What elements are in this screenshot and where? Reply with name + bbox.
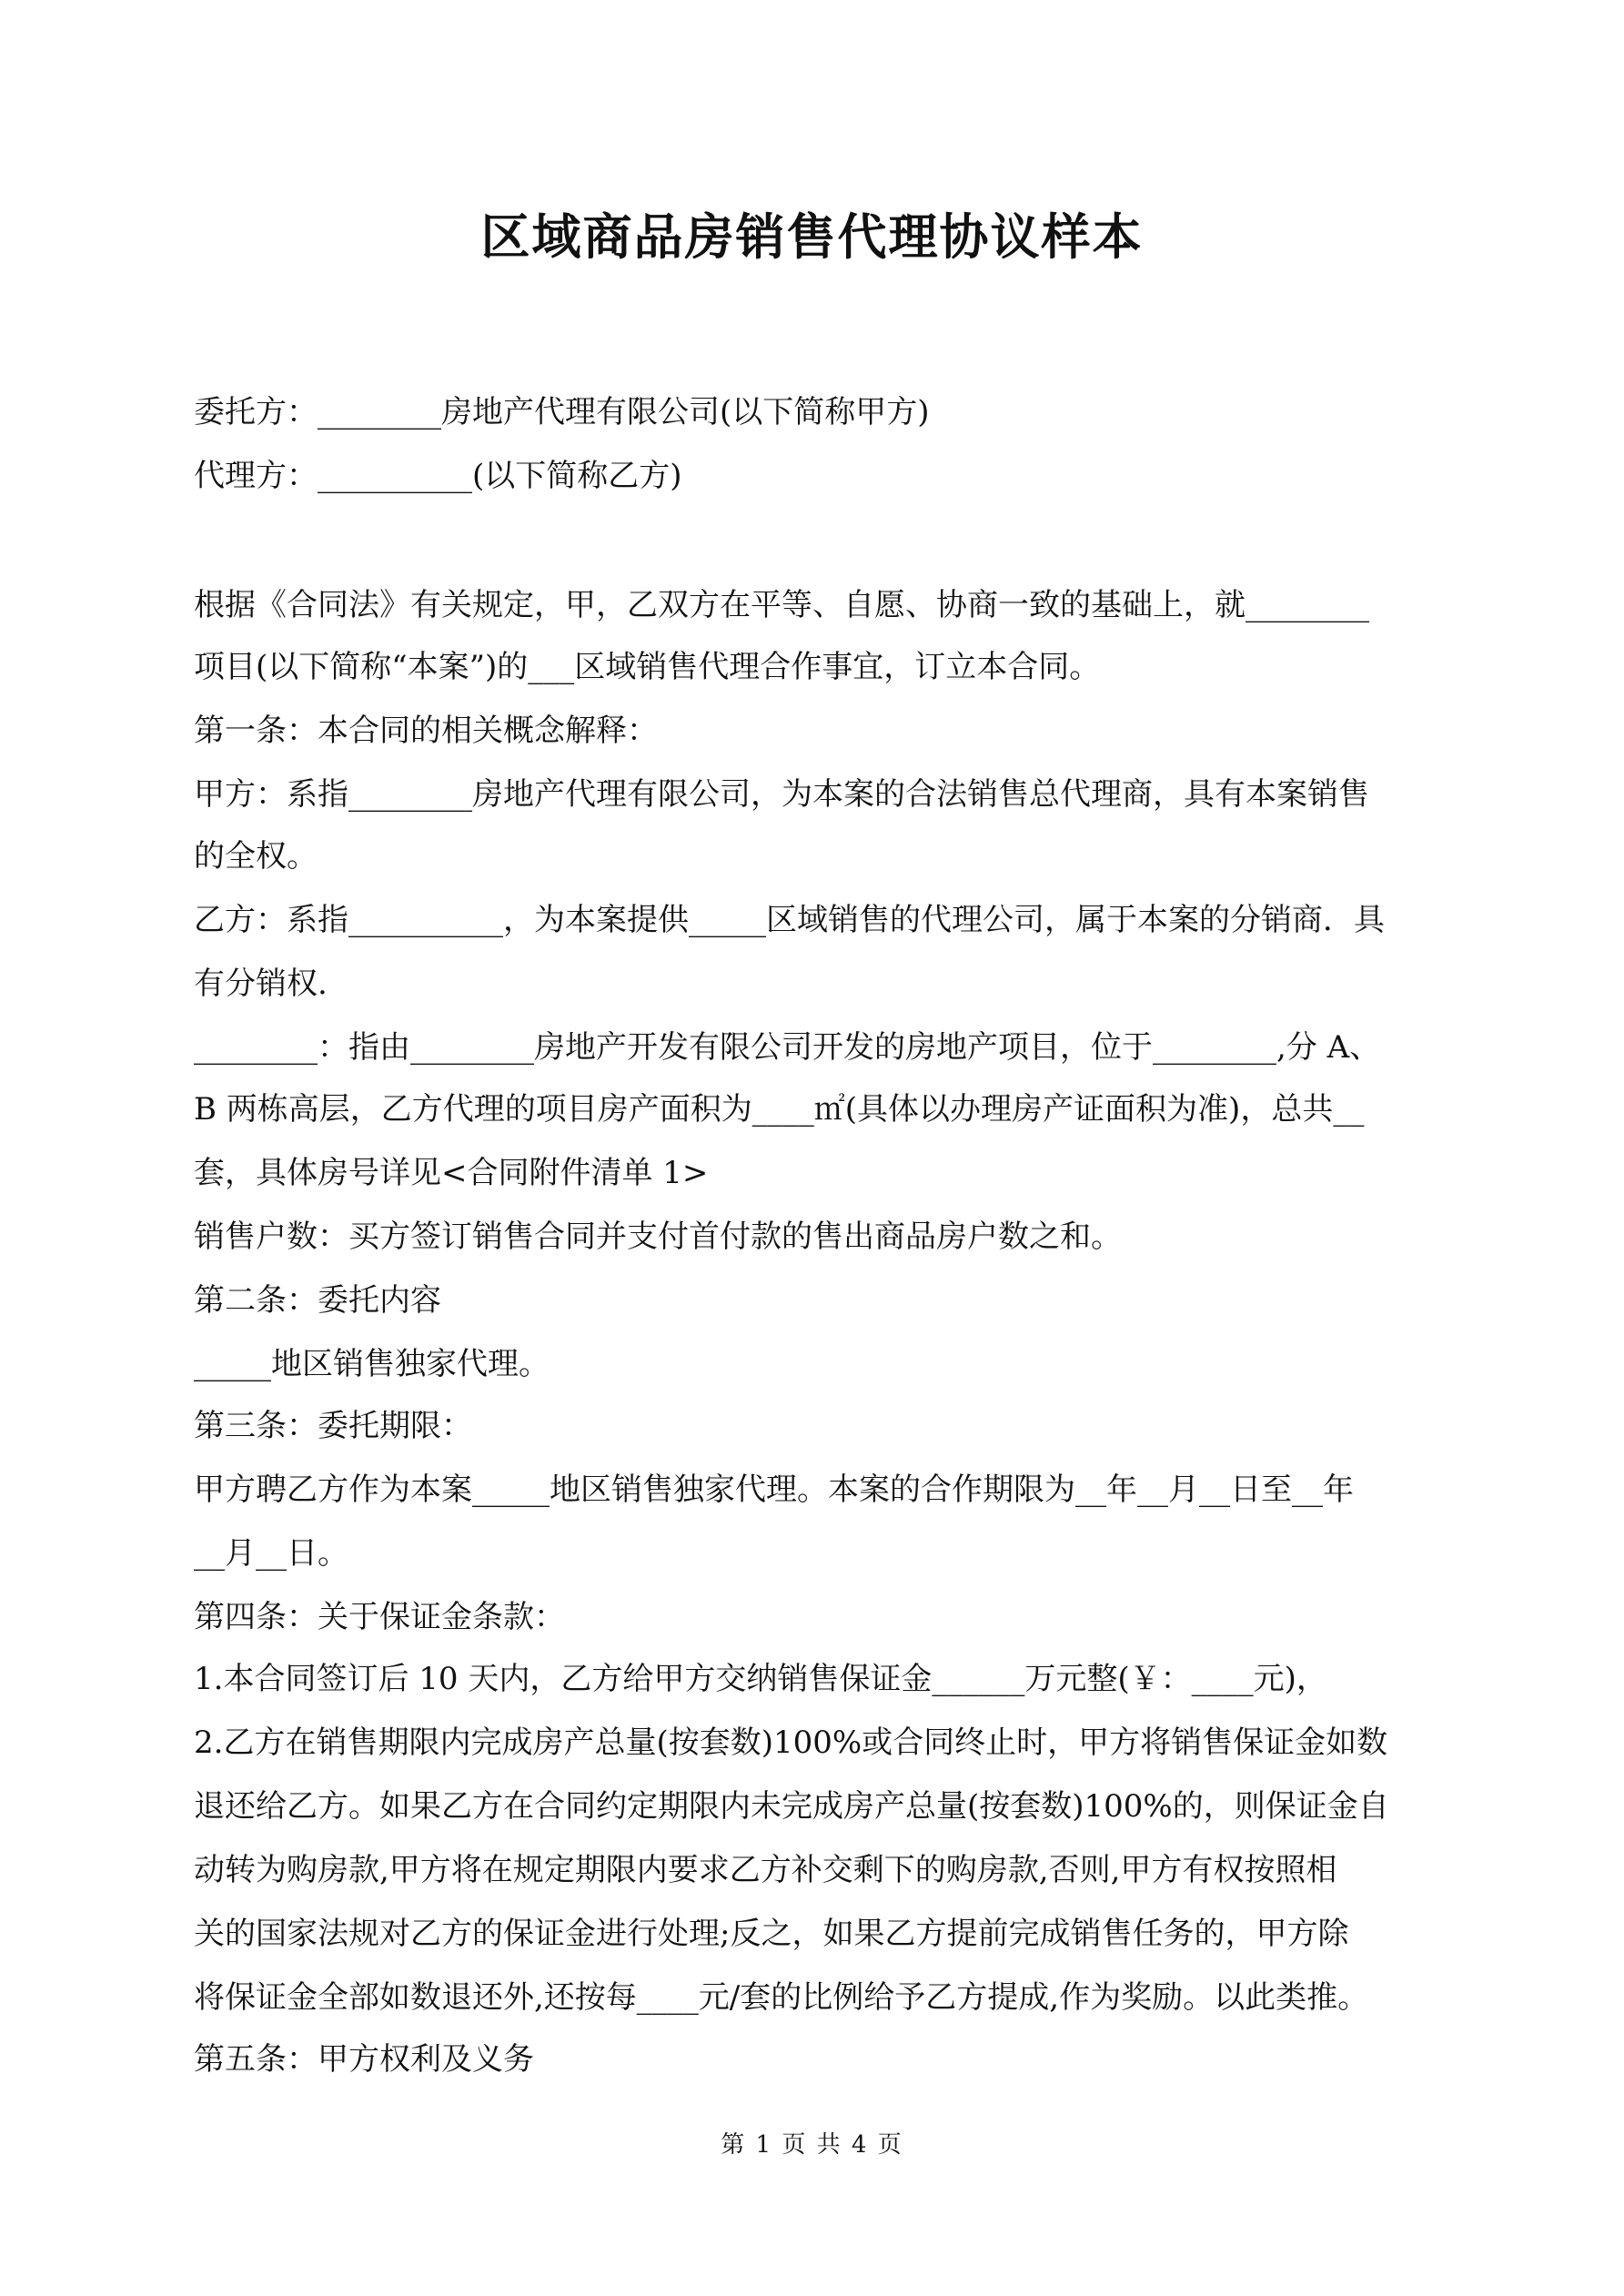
- body-line: B 两栋高层，乙方代理的项目房产面积为____㎡(具体以办理房产证面积为准)，总共__: [194, 1091, 1365, 1128]
- body-line: 乙方：系指__________，为本案提供_____区域销售的代理公司，属于本案的分销商．具: [194, 902, 1385, 938]
- section-heading: 第四条：关于保证金条款：: [194, 1599, 565, 1635]
- body-line: 根据《合同法》有关规定，甲，乙双方在平等、自愿、协商一致的基础上，就________: [194, 587, 1369, 623]
- body-line: 退还给乙方。如果乙方在合同约定期限内未完成房产总量(按套数)100%的，则保证金自: [194, 1788, 1389, 1825]
- body-line: 2.乙方在销售期限内完成房产总量(按套数)100%或合同终止时，甲方将销售保证金如数: [194, 1725, 1388, 1761]
- section-heading: 第二条：委托内容: [194, 1282, 441, 1319]
- body-line: _____地区销售独家代理。: [194, 1346, 550, 1382]
- document-title: 区域商品房销售代理协议样本: [480, 208, 1144, 266]
- body-line: 的全权。: [194, 838, 318, 875]
- body-line: 关的国家法规对乙方的保证金进行处理;反之，如果乙方提前完成销售任务的，甲方除: [194, 1916, 1349, 1952]
- body-line: 甲方：系指________房地产代理有限公司，为本案的合法销售总代理商，具有本案销售: [194, 776, 1369, 813]
- body-line: ________：指由________房地产开发有限公司开发的房地产项目，位于________,分 A、: [194, 1029, 1381, 1066]
- section-heading: 第五条：甲方权利及义务: [194, 2041, 534, 2078]
- body-line: 动转为购房款,甲方将在规定期限内要求乙方补交剩下的购房款,否则,甲方有权按照相: [194, 1852, 1337, 1888]
- body-line: 套，具体房号详见<合同附件清单 1>: [194, 1155, 709, 1191]
- body-line: 将保证金全部如数退还外,还按每____元/套的比例给予乙方提成,作为奖励。以此类推。: [194, 1979, 1369, 2016]
- page-number: 第 1 页 共 4 页: [721, 2131, 903, 2159]
- body-line: 销售户数：买方签订销售合同并支付首付款的售出商品房户数之和。: [194, 1219, 1122, 1255]
- party-b-line: 代理方：__________(以下简称乙方): [194, 458, 682, 494]
- body-line: 项目(以下简称“本案”)的___区域销售代理合作事宜，订立本合同。: [194, 649, 1101, 685]
- body-line: __月__日。: [194, 1535, 348, 1572]
- party-a-line: 委托方：________房地产代理有限公司(以下简称甲方): [194, 394, 930, 430]
- body-line: 甲方聘乙方作为本案_____地区销售独家代理。本案的合作期限为__年__月__日至__年: [194, 1472, 1354, 1508]
- body-line: 1.本合同签订后 10 天内，乙方给甲方交纳销售保证金______万元整(￥：____元)，: [194, 1661, 1327, 1697]
- body-line: 有分销权.: [194, 966, 328, 1002]
- section-heading: 第三条：委托期限：: [194, 1408, 472, 1444]
- section-heading: 第一条：本合同的相关概念解释：: [194, 713, 658, 749]
